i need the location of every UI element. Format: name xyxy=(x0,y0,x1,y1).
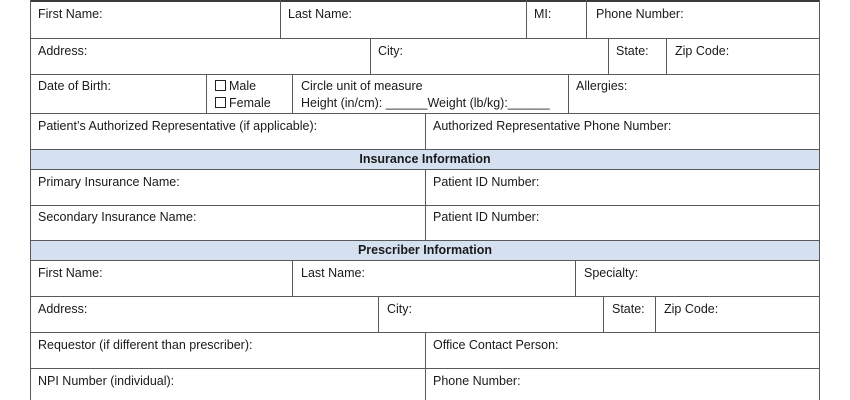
prescriber-phone-field[interactable]: Phone Number: xyxy=(433,374,521,388)
patient-address-field[interactable]: Address: xyxy=(38,44,88,58)
column-divider xyxy=(280,0,281,38)
patient-zip-field[interactable]: Zip Code: xyxy=(675,44,730,58)
patient-dob-field[interactable]: Date of Birth: xyxy=(38,79,111,93)
patient-state-field[interactable]: State: xyxy=(616,44,649,58)
female-label: Female xyxy=(229,96,271,110)
patient-last-name-field[interactable]: Last Name: xyxy=(288,7,352,21)
insurance-section-title: Insurance Information xyxy=(359,152,491,166)
male-label: Male xyxy=(229,79,257,93)
prescriber-last-name-field[interactable]: Last Name: xyxy=(301,266,365,280)
requestor-field[interactable]: Requestor (if different than prescriber): xyxy=(38,338,253,352)
row-divider xyxy=(30,296,820,297)
form-top-rule xyxy=(30,0,820,2)
authorized-rep-field[interactable]: Patient’s Authorized Representative (if applicable): xyxy=(38,119,318,133)
row-divider xyxy=(30,38,820,39)
column-divider xyxy=(655,296,656,332)
npi-number-field[interactable]: NPI Number (individual): xyxy=(38,374,175,388)
prior-authorization-form xyxy=(30,0,820,400)
allergies-field[interactable]: Allergies: xyxy=(576,79,628,93)
row-divider xyxy=(30,149,820,150)
column-divider xyxy=(206,74,207,113)
row-divider xyxy=(30,240,820,241)
prescriber-state-field[interactable]: State: xyxy=(612,302,645,316)
female-checkbox[interactable] xyxy=(215,96,271,111)
checkbox-box-icon xyxy=(215,80,226,91)
form-left-border xyxy=(30,0,31,400)
column-divider xyxy=(378,296,379,332)
row-divider xyxy=(30,74,820,75)
authorized-rep-phone-field[interactable]: Authorized Representative Phone Number: xyxy=(433,119,672,133)
primary-insurance-name-field[interactable]: Primary Insurance Name: xyxy=(38,175,180,189)
secondary-patient-id-field[interactable]: Patient ID Number: xyxy=(433,210,540,224)
column-divider xyxy=(370,38,371,74)
male-checkbox[interactable] xyxy=(215,79,256,94)
prescriber-section-title: Prescriber Information xyxy=(357,243,493,257)
patient-first-name-field[interactable]: First Name: xyxy=(38,7,103,21)
column-divider xyxy=(292,260,293,296)
prescriber-city-field[interactable]: City: xyxy=(387,302,412,316)
prescriber-zip-field[interactable]: Zip Code: xyxy=(664,302,719,316)
patient-city-field[interactable]: City: xyxy=(378,44,403,58)
height-weight-field[interactable]: Height (in/cm): ______Weight (lb/kg):______ xyxy=(301,96,550,110)
column-divider xyxy=(608,38,609,74)
column-divider xyxy=(603,296,604,332)
column-divider xyxy=(425,332,426,400)
column-divider xyxy=(575,260,576,296)
column-divider xyxy=(666,38,667,74)
prescriber-first-name-field[interactable]: First Name: xyxy=(38,266,103,280)
column-divider xyxy=(526,0,527,38)
row-divider xyxy=(30,260,820,261)
secondary-insurance-name-field[interactable]: Secondary Insurance Name: xyxy=(38,210,197,224)
prescriber-specialty-field[interactable]: Specialty: xyxy=(584,266,639,280)
column-divider xyxy=(292,74,293,113)
office-contact-field[interactable]: Office Contact Person: xyxy=(433,338,559,352)
column-divider xyxy=(425,113,426,149)
patient-middle-initial-field[interactable]: MI: xyxy=(534,7,552,21)
column-divider xyxy=(568,74,569,113)
column-divider xyxy=(425,169,426,240)
patient-phone-field[interactable]: Phone Number: xyxy=(596,7,684,21)
prescriber-address-field[interactable]: Address: xyxy=(38,302,88,316)
unit-of-measure-heading: Circle unit of measure xyxy=(301,79,423,93)
checkbox-box-icon xyxy=(215,97,226,108)
form-right-border xyxy=(819,0,820,400)
column-divider xyxy=(586,0,587,38)
primary-patient-id-field[interactable]: Patient ID Number: xyxy=(433,175,540,189)
